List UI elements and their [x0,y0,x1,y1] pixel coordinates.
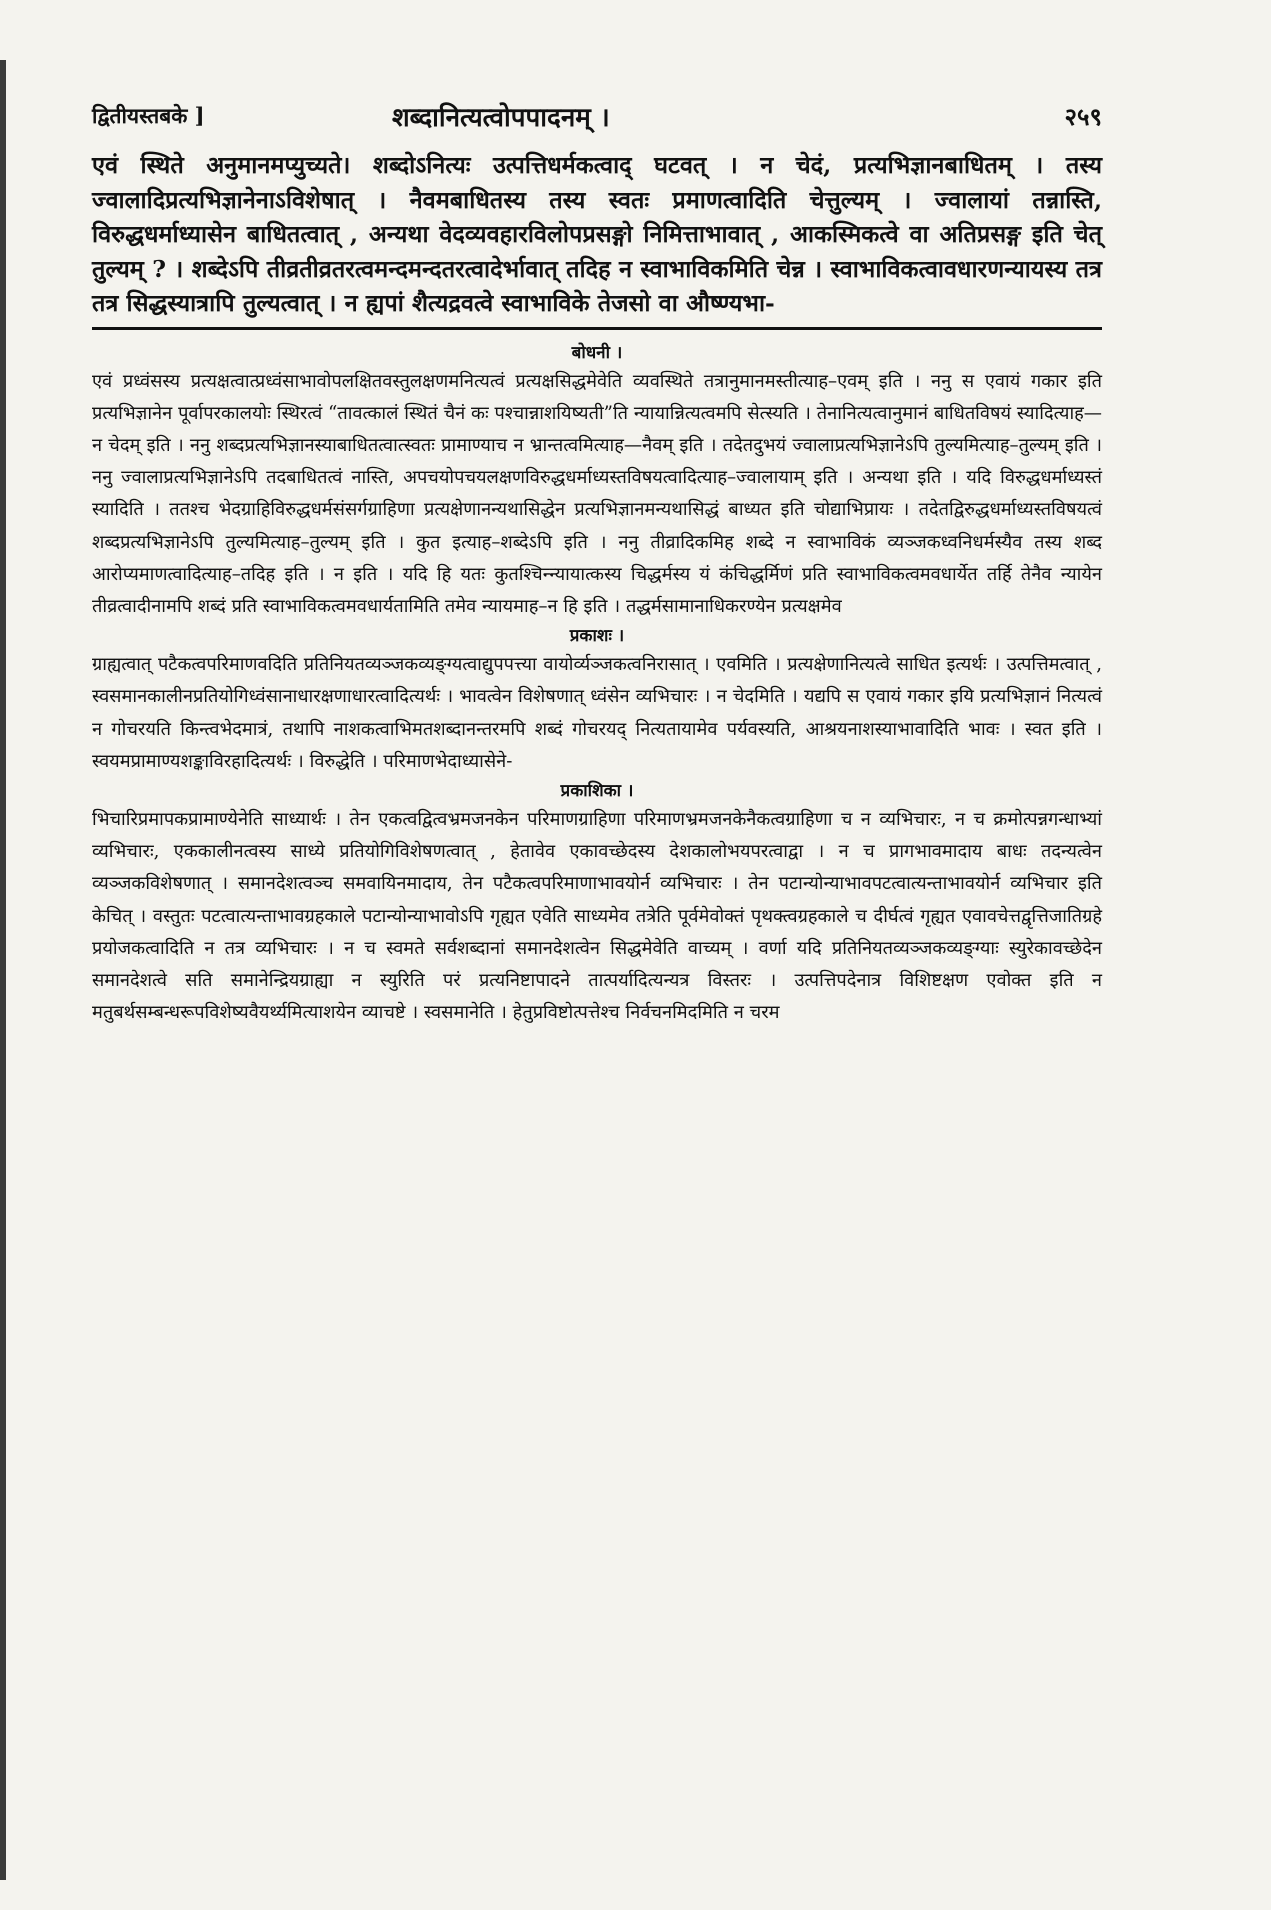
prakashika-commentary [92,804,1102,1029]
divider-rule [92,327,1102,330]
main-text [92,148,1102,321]
prakasha-paragraph: ग्राह्यत्वात् पटैकत्वपरिमाणवदिति प्रतिनियतव्यञ्जकव्यङ्ग्यत्वाद्युपपत्त्या वायोर्व्यञ्जकत्वनिरासात् । एवमिति । प्रत्यक्षेणानित्यत्वे साधित इत्यर्थः । उत्पत्तिमत्वात् , स्वसमानकालीनप्रतियोगिध्वंसानाधारक्षणाधारत्वादित्यर्थः । भावत्वेन विशेषणात् ध्वंसेन व्यभिचारः । न चेदमिति । यद्यपि स एवायं गकार इयि प्रत्यभिज्ञानं नित्यत्वं न गोचरयति किन्त्वभेदमात्रं, तथापि नाशकत्वाभिमतशब्दानन्तरमपि शब्दं गोचरयद् नित्यतायामेव पर्यवस्यति, आश्रयनाशस्याभावादिति भावः । स्वत इति । स्वयमप्रामाण्यशङ्काविरहादित्यर्थः । विरुद्धेति । परिमाणभेदाध्यासेने- [92,654,1102,772]
page-number: २५९ [1064,102,1102,131]
prakasha-commentary [92,649,1102,778]
prakashika-paragraph: भिचारिप्रमापकप्रामाण्येनेति साध्यार्थः । तेन एकत्वद्वित्वभ्रमजनकेन परिमाणग्राहिणा परिमाणभ्रमजनकेनैकत्वग्राहिणा च न व्यभिचारः, न च क्रमोत्पन्नगन्धाभ्यां व्यभिचारः, एककालीनत्वस्य साध्ये प्रतियोगिविशेषणत्वात् , हेतावेव एकावच्छेदस्य देशकालोभयपरत्वाद्वा । न च प्रागभावमादाय बाधः तदन्यत्वेन व्यञ्जकविशेषणात् । समानदेशत्वञ्च समवायिनमादाय, तेन पटैकत्वपरिमाणाभावयोर्न व्यभिचारः । तेन पटान्योन्याभावपटत्वात्यन्ताभावयोर्न व्यभिचार इति केचित् । वस्तुतः पटत्वात्यन्ताभावग्रहकाले पटान्योन्याभावोऽपि गृह्यत एवेति साध्यमेव तत्रेति पूर्वमेवोक्तं पृथक्त्वग्रहकाले च दीर्घत्वं गृह्यत एवावचेत्तद्वृत्तिजातिग्रहे प्रयोजकत्वादिति न तत्र व्यभिचारः । न च स्वमते सर्वशब्दानां समानदेशत्वेन सिद्धमेवेति वाच्यम् । वर्णा यदि प्रतिनियतव्यञ्जकव्यङ्ग्याः स्युरेकावच्छेदेन समानदेशत्वे सति समानेन्द्रियग्राह्या न स्युरिति परं प्रत्यनिष्टापादने तात्पर्यादित्यन्यत्र विस्तरः । उत्पत्तिपदेनात्र विशिष्टक्षण एवोक्त इति न मतुबर्थसम्बन्धरूपविशेष्यवैयर्थ्यमित्याशयेन व्याचष्टे । स्वसमानेति । हेतुप्रविष्टोत्पत्तेश्च निर्वचनमिदमिति न चरम [92,808,1102,1024]
prakashika-title: प्रकाशिका । [560,780,634,801]
binding-edge [0,60,6,1880]
bodhani-title: बोधनी । [571,342,623,363]
chapter-label: द्वितीयस्तबके ] [92,103,205,128]
running-header [92,96,1102,136]
page-title: शब्दानित्यत्वोपपादनम् । [392,103,610,133]
bodhani-paragraph: एवं प्रध्वंसस्य प्रत्यक्षत्वात्प्रध्वंसाभावोपलक्षितवस्तुलक्षणमनित्यत्वं प्रत्यक्षसिद्धमेवेति व्यवस्थिते तत्रानुमानमस्तीत्याह–एवम् इति । ननु स एवायं गकार इति प्रत्यभिज्ञानेन पूर्वापरकालयोः स्थिरत्वं “तावत्कालं स्थितं चैनं कः पश्चान्नाशयिष्यती”ति न्यायान्नित्यत्वमपि सेत्स्यति । तेनानित्यत्वानुमानं बाधितविषयं स्यादित्याह—न चेदम् इति । ननु शब्दप्रत्यभिज्ञानस्याबाधितत्वात्स्वतः प्रामाण्याच न भ्रान्तत्वमित्याह—नैवम् इति । तदेतदुभयं ज्वालाप्रत्यभिज्ञानेऽपि तुल्यमित्याह–तुल्यम् इति । ननु ज्वालाप्रत्यभिज्ञानेऽपि तदबाधितत्वं नास्ति, अपचयोपचयलक्षणविरुद्धधर्माध्यस्तविषयत्वादित्याह–ज्वालायाम् इति । अन्यथा इति । यदि विरुद्धधर्माध्यस्तं स्यादिति । ततश्च भेदग्राहिविरुद्धधर्मसंसर्गग्राहिणा प्रत्यक्षेणानन्यथासिद्धेन प्रत्यभिज्ञानमन्यथासिद्धं बाध्यत इति चोद्याभिप्रायः । तदेतद्विरुद्धधर्माध्यस्तविषयत्वं शब्दप्रत्यभिज्ञानेऽपि तुल्यमित्याह–तुल्यम् इति । कुत इत्याह–शब्देऽपि इति । ननु तीव्रादिकमिह शब्दे न स्वाभाविकं व्यञ्जकध्वनिधर्मस्यैव तस्य शब्द आरोप्यमाणत्वादित्याह–तदिह इति । न इति । यदि हि यतः कुतश्चिन्न्यायात्कस्य चिद्धर्मस्य यं कंचिद्धर्मिणं प्रति स्वाभाविकत्वमवधार्येत तर्हि तेनैव न्यायेन तीव्रत्वादीनामपि शब्दं प्रति स्वाभाविकत्वमवधार्यतामिति तमेव न्यायमाह–न हि इति । तद्धर्मसामानाधिकरण्येन प्रत्यक्षमेव [92,370,1102,617]
main-paragraph: एवं स्थिते अनुमानमप्युच्यते। शब्दोऽनित्यः उत्पत्तिधर्मकत्वाद् घटवत् । न चेदं, प्रत्यभिज्ञानबाधितम् । तस्य ज्वालादिप्रत्यभिज्ञानेनाऽविशेषात् । नैवमबाधितस्य तस्य स्वतः प्रमाणत्वादिति चेत्तुल्यम् । ज्वालायां तन्नास्ति, विरुद्धधर्माध्यासेन बाधितत्वात् , अन्यथा वेदव्यवहारविलोपप्रसङ्गो निमित्ताभावात् , आकस्मिकत्वे वा अतिप्रसङ्ग इति चेत् तुल्यम् ? । शब्देऽपि तीव्रतीव्रतरत्वमन्दमन्दतरत्वादेर्भावात् तदिह न स्वाभाविकमिति चेन्न । स्वाभाविकत्वावधारणन्यायस्य तत्र तत्र सिद्धस्यात्रापि तुल्यत्वात् । न ह्यपां शैत्यद्रवत्वे स्वाभाविके तेजसो वा औष्ण्यभा- [92,151,1102,317]
prakasha-title: प्रकाशः । [569,626,625,647]
bodhani-commentary [92,366,1102,624]
page [92,96,1102,1029]
